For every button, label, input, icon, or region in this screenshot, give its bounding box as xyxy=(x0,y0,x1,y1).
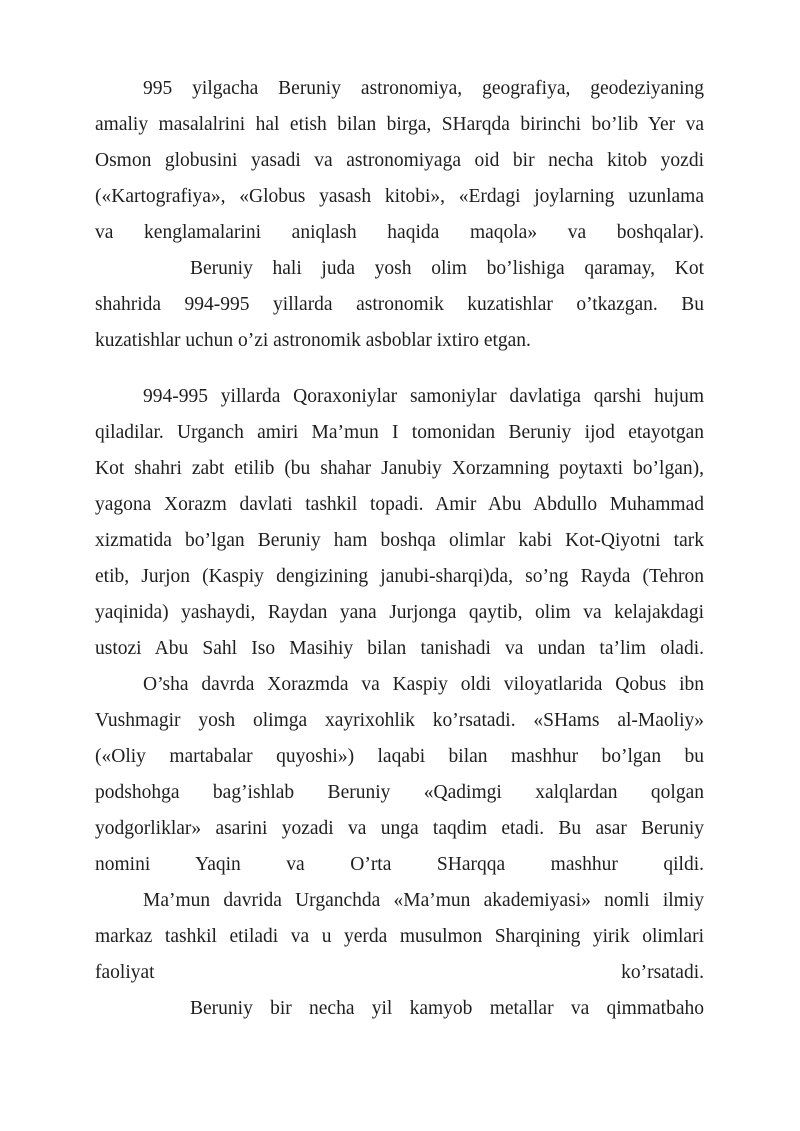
text-line: Osmon globusini yasadi va astronomiyaga oid bir necha kitob yozdi xyxy=(95,150,704,171)
text-line: Beruniy hali juda yosh olim bo’lishiga qaramay, Kot xyxy=(190,258,704,279)
text-line: shahrida 994-995 yillarda astronomik kuzatishlar o’tkazgan. Bu xyxy=(95,294,704,315)
text-line: nomini Yaqin va O’rta SHarqqa mashhur qildi. xyxy=(95,854,704,875)
text-line: amaliy masalalrini hal etish bilan birga, SHarqda birinchi bo’lib Yer va xyxy=(95,114,704,135)
text-line: Ma’mun davrida Urganchda «Ma’mun akademiyasi» nomli ilmiy xyxy=(143,890,704,911)
text-line: qiladilar. Urganch amiri Ma’mun I tomonidan Beruniy ijod etayotgan xyxy=(95,422,704,443)
text-line: va kenglamalarini aniqlash haqida maqola» va boshqalar). xyxy=(95,222,704,243)
text-line: 995 yilgacha Beruniy astronomiya, geografiya, geodeziyaning xyxy=(143,78,704,99)
text-line: yagona Xorazm davlati tashkil topadi. Amir Abu Abdullo Muhammad xyxy=(95,494,704,515)
text-line: faoliyat ko’rsatadi. xyxy=(95,962,704,983)
text-line: Beruniy bir necha yil kamyob metallar va qimmatbaho xyxy=(190,998,704,1019)
text-line: xizmatida bo’lgan Beruniy ham boshqa olimlar kabi Kot-Qiyotni tark xyxy=(95,530,704,551)
text-line: podshohga bag’ishlab Beruniy «Qadimgi xalqlardan qolgan xyxy=(95,782,704,803)
text-line: etib, Jurjon (Kaspiy dengizining janubi-sharqi)da, so’ng Rayda (Tehron xyxy=(95,566,704,587)
text-line: markaz tashkil etiladi va u yerda musulmon Sharqining yirik olimlari xyxy=(95,926,704,947)
text-line: yaqinida) yashaydi, Raydan yana Jurjonga qaytib, olim va kelajakdagi xyxy=(95,602,704,623)
text-line: yodgorliklar» asarini yozadi va unga taqdim etadi. Bu asar Beruniy xyxy=(95,818,704,839)
text-line: («Kartografiya», «Globus yasash kitobi», «Erdagi joylarning uzunlama xyxy=(95,186,704,207)
text-line: O’sha davrda Xorazmda va Kaspiy oldi viloyatlarida Qobus ibn xyxy=(143,674,704,695)
text-line: Vushmagir yosh olimga xayrixohlik ko’rsatadi. «SHams al-Maoliy» xyxy=(95,710,704,731)
text-line: («Oliy martabalar quyoshi») laqabi bilan mashhur bo’lgan bu xyxy=(95,746,704,767)
text-line: Kot shahri zabt etilib (bu shahar Janubiy Xorzamning poytaxti bo’lgan), xyxy=(95,458,704,479)
text-line: ustozi Abu Sahl Iso Masihiy bilan tanishadi va undan ta’lim oladi. xyxy=(95,638,704,659)
text-line: kuzatishlar uchun o’zi astronomik asboblar ixtiro etgan. xyxy=(95,330,531,351)
text-line: 994-995 yillarda Qoraxoniylar samoniylar davlatiga qarshi hujum xyxy=(143,386,704,407)
